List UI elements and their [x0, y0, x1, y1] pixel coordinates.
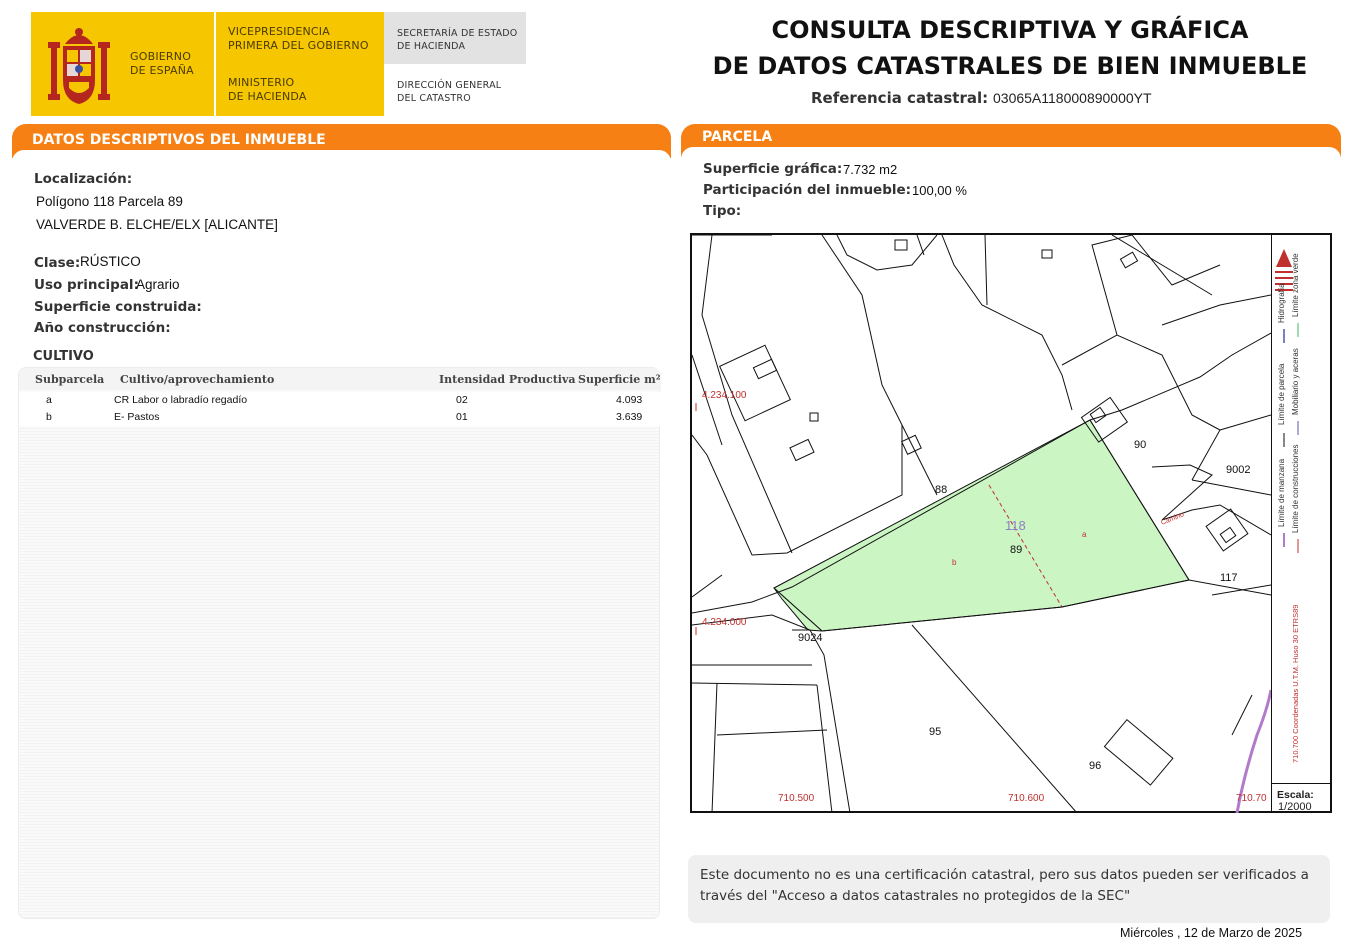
- gobierno-text: GOBIERNO DE ESPAÑA: [130, 50, 194, 77]
- coord-y2: 4.234.000: [702, 617, 747, 628]
- coat-of-arms-icon: [39, 22, 119, 110]
- escala-label: Escala:: [1277, 789, 1314, 801]
- cell-subparcela: a: [46, 394, 52, 406]
- anio-construccion-label: Año construcción:: [34, 320, 171, 336]
- col-cultivo: Cultivo/aprovechamiento: [120, 373, 275, 386]
- subparcela-a-label: a: [1082, 530, 1087, 539]
- cell-subparcela: b: [46, 411, 52, 423]
- referencia-value: 03065A118000890000YT: [993, 90, 1152, 106]
- superficie-construida-label: Superficie construida:: [34, 299, 202, 315]
- left-panel-cap: [12, 150, 671, 170]
- parcel-label-9024: 9024: [798, 632, 823, 644]
- cell-cultivo: E- Pastos: [114, 411, 160, 423]
- map-scale: [1271, 783, 1332, 813]
- superficie-grafica-label: Superficie gráfica:: [703, 161, 843, 177]
- cultivo-table-header: [19, 368, 661, 390]
- vicepresidencia-text: VICEPRESIDENCIA PRIMERA DEL GOBIERNO: [228, 25, 369, 52]
- localizacion-line2: VALVERDE B. ELCHE/ELX [ALICANTE]: [36, 217, 278, 232]
- participacion-value: 100,00 %: [912, 183, 967, 198]
- coord-y1: 4.234.100: [702, 390, 747, 401]
- poligono-label: 118: [1005, 518, 1026, 533]
- gobierno-logo: [31, 12, 526, 116]
- cell-intensidad: 01: [456, 411, 468, 423]
- disclaimer-text: Este documento no es una certificación catastral, pero sus datos pueden ser verificados a través del "Acceso a datos catastrales no protegidos de la SEC": [700, 867, 1309, 904]
- cell-superficie: 4.093: [616, 394, 643, 406]
- parcel-label-96: 96: [1089, 760, 1102, 772]
- legend-limite-parcela: Límite de parcela: [1277, 363, 1286, 425]
- document-date: Miércoles , 12 de Marzo de 2025: [1120, 926, 1303, 940]
- secretaria-text: SECRETARÍA DE ESTADO DE HACIENDA: [397, 28, 518, 52]
- escala-value: 1/2000: [1278, 801, 1312, 813]
- section-title: PARCELA: [702, 129, 773, 145]
- legend-hidrografia: Hidrografía: [1277, 283, 1286, 323]
- table-row: [19, 409, 661, 426]
- localizacion-line1: Polígono 118 Parcela 89: [36, 194, 183, 209]
- disclaimer-box: [688, 855, 1330, 923]
- clase-value: RÚSTICO: [80, 254, 141, 269]
- localizacion-label: Localización:: [34, 171, 133, 187]
- coord-x2: 710.600: [1008, 793, 1045, 804]
- superficie-grafica-value: 7.732 m2: [843, 162, 898, 177]
- cultivo-table: [18, 367, 660, 919]
- tipo-label: Tipo:: [703, 203, 742, 219]
- legend-mobiliario: Mobiliario y aceras: [1291, 348, 1300, 415]
- legend-coordenadas: 710.700 Coordenadas U.T.M. Huso 30 ETRS89: [1291, 604, 1300, 763]
- logo-divider: [214, 12, 216, 116]
- uso-label: Uso principal:: [34, 277, 139, 293]
- subparcela-b-label: b: [952, 558, 957, 567]
- document-title: CONSULTA DESCRIPTIVA Y GRÁFICA DE DATOS CATASTRALES DE BIEN INMUEBLE: [712, 16, 1308, 80]
- col-superficie: Superficie m²: [578, 373, 661, 386]
- ministerio-text: MINISTERIO DE HACIENDA: [228, 76, 307, 103]
- section-title: DATOS DESCRIPTIVOS DEL INMUEBLE: [32, 132, 326, 148]
- cell-cultivo: CR Labor o labradío regadío: [114, 394, 248, 406]
- direccion-text: DIRECCIÓN GENERAL DEL CATASTRO: [397, 80, 502, 104]
- legend-limite-manzana: Límite de manzana: [1277, 458, 1286, 527]
- cultivo-rows: [19, 392, 661, 426]
- parcel-label-89: 89: [1010, 544, 1023, 556]
- uso-value: Agrario: [136, 277, 180, 292]
- cultivo-title: CULTIVO: [33, 349, 94, 364]
- participacion-label: Participación del inmueble:: [703, 182, 912, 198]
- parcel-label-90: 90: [1134, 439, 1147, 451]
- parcel-89-shape: [774, 420, 1189, 631]
- parcel-label-117: 117: [1220, 572, 1238, 584]
- coord-x3: 710.70: [1236, 793, 1267, 804]
- legend-limite-zona-verde: Límite zona verde: [1291, 253, 1300, 317]
- parcel-label-88: 88: [935, 484, 948, 496]
- cadastral-map: [690, 233, 1332, 813]
- referencia-label: Referencia catastral:: [811, 89, 989, 107]
- camino-label: Camino: [1160, 511, 1186, 527]
- col-subparcela: Subparcela: [35, 373, 105, 386]
- table-row: [19, 392, 661, 409]
- col-intensidad: Intensidad Productiva: [439, 373, 576, 386]
- parcel-label-9002: 9002: [1226, 464, 1251, 476]
- cell-superficie: 3.639: [616, 411, 643, 423]
- parcel-label-95: 95: [929, 726, 942, 738]
- cell-intensidad: 02: [456, 394, 468, 406]
- map-legend: [1271, 235, 1332, 783]
- map-drawing: [692, 235, 1271, 813]
- legend-limite-construcciones: Límite de construcciones: [1291, 444, 1300, 533]
- coord-x1: 710.500: [778, 793, 815, 804]
- clase-label: Clase:: [34, 255, 81, 271]
